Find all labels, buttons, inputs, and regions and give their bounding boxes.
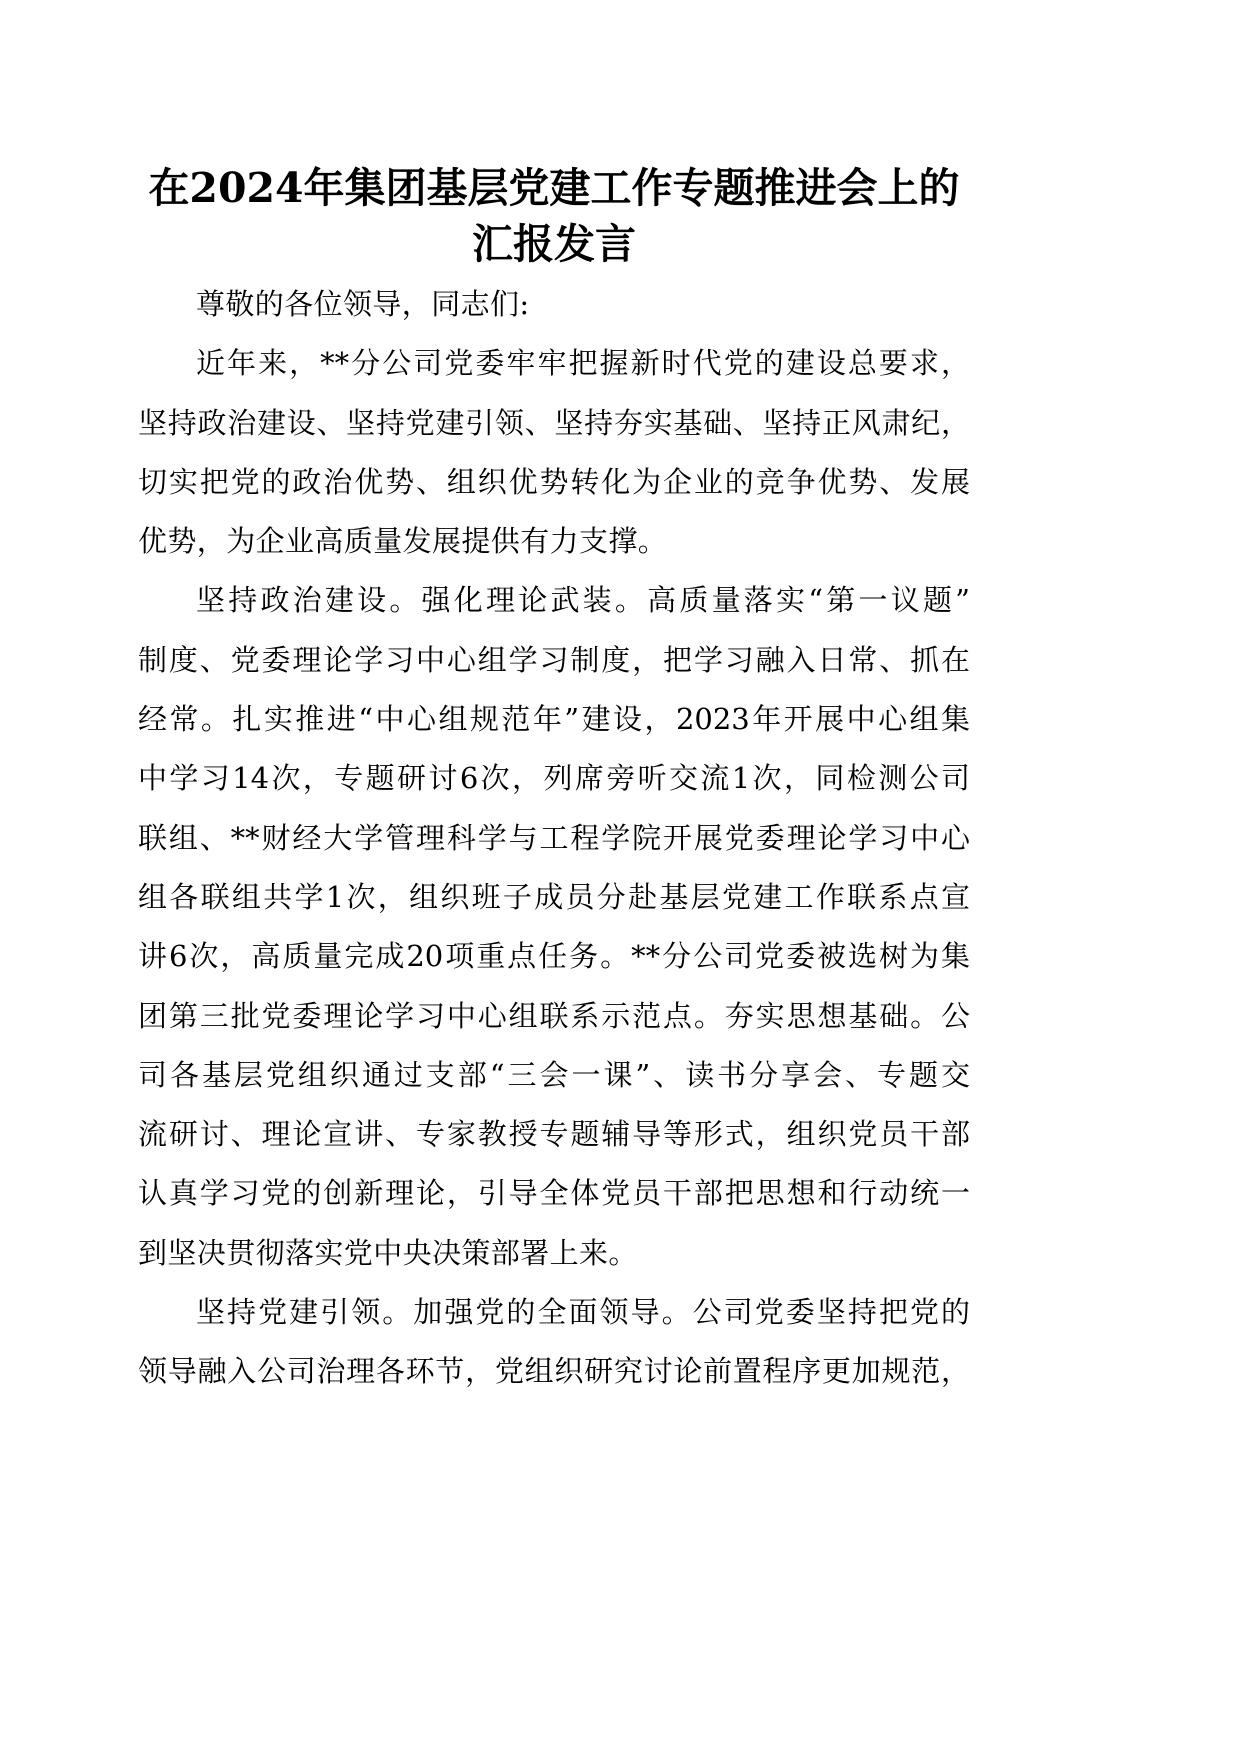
paragraph-1: [138, 334, 970, 571]
paragraph-line: 坚持党建引领。加强党的全面领导。公司党委坚持把党的: [196, 1295, 970, 1330]
paragraph-2: [138, 571, 970, 1283]
paragraph-line: 领导融入公司治理各环节，党组织研究讨论前置程序更加规范，: [138, 1354, 970, 1389]
paragraph-line: 坚持政治建设。强化理论武装。高质量落实“第一议题”: [196, 583, 970, 618]
title-line-2: 汇报发言: [472, 220, 636, 268]
document-body: [138, 275, 970, 1402]
paragraph-line: 组各联组共学1次，组织班子成员分赴基层党建工作联系点宣: [138, 879, 970, 914]
salutation: 尊敬的各位领导，同志们:: [196, 287, 530, 321]
paragraph-line: 切实把党的政治优势、组织优势转化为企业的竞争优势、发展: [138, 464, 970, 499]
paragraph-line: 流研讨、理论宣讲、专家教授专题辅导等形式，组织党员干部: [138, 1117, 970, 1152]
paragraph-line: 制度、党委理论学习中心组学习制度，把学习融入日常、抓在: [138, 642, 970, 677]
paragraph-line: 讲6次，高质量完成20项重点任务。**分公司党委被选树为集: [138, 939, 970, 974]
paragraph-line: 中学习14次，专题研讨6次，列席旁听交流1次，同检测公司: [138, 761, 970, 796]
paragraph-3: [138, 1283, 970, 1402]
paragraph-line: 团第三批党委理论学习中心组联系示范点。夯实思想基础。公: [138, 998, 970, 1033]
paragraph-line: 到坚决贯彻落实党中央决策部署上来。: [138, 1235, 638, 1270]
paragraph-line: 司各基层党组织通过支部“三会一课”、读书分享会、专题交: [138, 1057, 970, 1092]
paragraph-line: 经常。扎实推进“中心组规范年”建设，2023年开展中心组集: [138, 702, 970, 737]
paragraph-line: 优势，为企业高质量发展提供有力支撑。: [138, 524, 668, 559]
paragraph-line: 认真学习党的创新理论，引导全体党员干部把思想和行动统一: [138, 1176, 970, 1211]
paragraph-line: 联组、**财经大学管理科学与工程学院开展党委理论学习中心: [138, 820, 970, 855]
paragraph-line: 近年来，**分公司党委牢牢把握新时代党的建设总要求，: [196, 346, 970, 381]
title-line-1: 在2024年集团基层党建工作专题推进会上的: [148, 164, 960, 212]
document-title: [138, 160, 970, 272]
paragraph-line: 坚持政治建设、坚持党建引领、坚持夯实基础、坚持正风肃纪，: [138, 405, 970, 440]
